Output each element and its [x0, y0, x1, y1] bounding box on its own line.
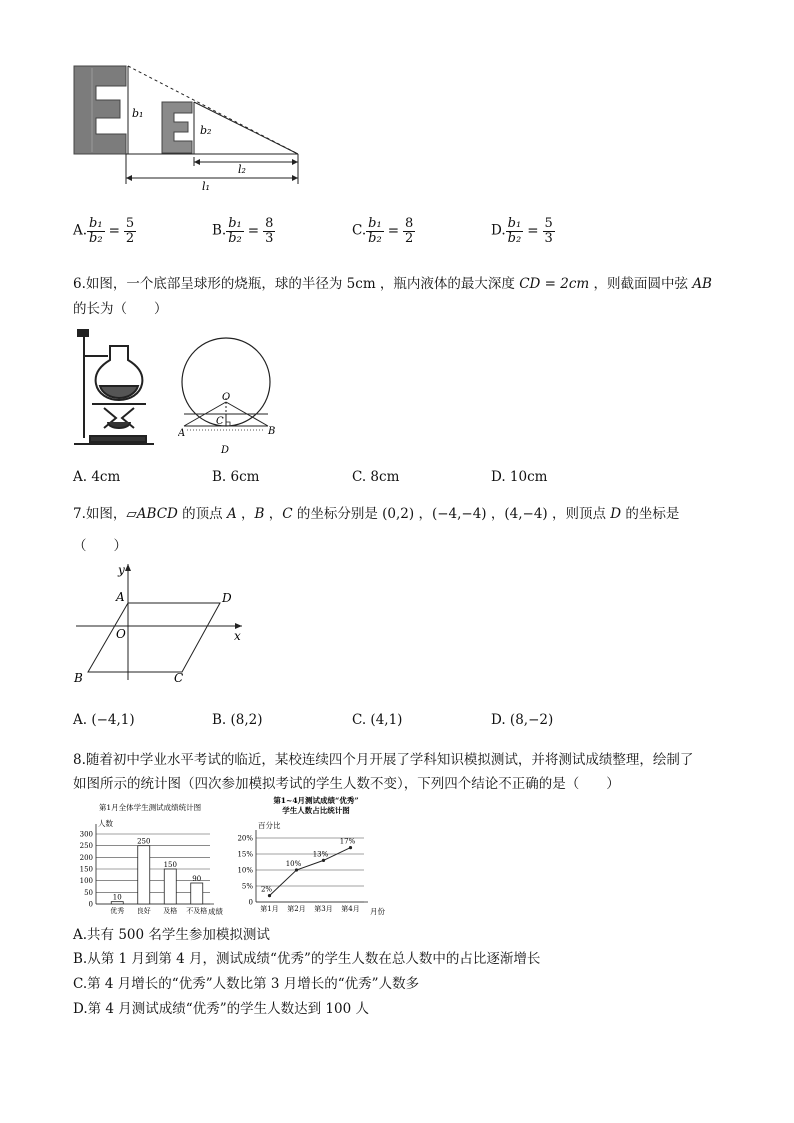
- label-a: A: [178, 428, 186, 439]
- q8-option-d[interactable]: D.第 4 月测试成绩“优秀”的学生人数达到 100 人: [73, 1001, 369, 1017]
- parallelogram-figure: [70, 560, 250, 690]
- bar-ytick-label: 100: [79, 877, 93, 886]
- bar-ytick-label: 200: [79, 853, 93, 862]
- label-o: O: [222, 392, 231, 403]
- bar: [138, 846, 150, 904]
- bar-value-label: 250: [137, 837, 151, 846]
- small-e-icon: [162, 102, 192, 153]
- line-chart-ylabel: 百分比: [258, 821, 281, 830]
- q8-stem-line2: 如图所示的统计图（四次参加模拟考试的学生人数不变），下列四个结论不正确的是（ ）: [73, 776, 620, 792]
- q6-option-a[interactable]: A. 4cm: [73, 469, 121, 485]
- q6-option-d[interactable]: D. 10cm: [491, 469, 548, 485]
- q6-option-b[interactable]: B. 6cm: [212, 469, 260, 485]
- line-value-label: 10%: [285, 860, 302, 868]
- line-series: [270, 848, 351, 896]
- label-y: y: [118, 563, 125, 577]
- bar-category-label: 及格: [163, 907, 178, 915]
- line-chart-xlabel: 月份: [370, 907, 385, 916]
- label-c: C: [216, 416, 224, 427]
- line-category-label: 第4月: [341, 905, 360, 913]
- bar-category-label: 良好: [136, 907, 151, 915]
- q5-option-a[interactable]: A. $\frac{\text{b₁}}{\text{b₂}}$ = $\frac{5}{2}$: [73, 216, 135, 246]
- line-value-label: 2%: [260, 885, 273, 894]
- large-e-icon: [74, 66, 126, 154]
- q7-option-b[interactable]: B. (8,2): [212, 712, 263, 728]
- line-category-label: 第1月: [260, 905, 279, 913]
- bar-chart-xlabel: 成绩: [208, 907, 223, 916]
- label-x: x: [234, 629, 241, 643]
- line-point: [349, 846, 352, 849]
- line-ytick-label: 5%: [241, 882, 253, 891]
- bar-category-label: 不及格: [186, 907, 208, 915]
- q5-option-d[interactable]: D. $\frac{\text{b₁}}{\text{b₂}}$ = $\frac{5}{3}$: [491, 216, 553, 246]
- bar: [191, 883, 203, 904]
- label-l1: l₁: [202, 180, 210, 192]
- line-ytick-label: 10%: [237, 866, 253, 875]
- flask-icon: [74, 330, 154, 444]
- line-chart: [228, 794, 404, 920]
- line-value-label: 13%: [312, 850, 329, 859]
- bar-ytick-label: 150: [79, 865, 93, 874]
- line-value-label: 17%: [339, 837, 356, 846]
- bar-ytick-label: 0: [88, 900, 93, 909]
- bar-ytick-label: 300: [79, 830, 93, 839]
- bar-chart-ylabel: 人数: [98, 819, 113, 828]
- bar-value-label: 90: [192, 875, 202, 883]
- line-ytick-label: 0: [248, 898, 253, 907]
- label-a: A: [116, 590, 125, 604]
- flask-figure: [70, 326, 160, 450]
- q6-stem-line2: 的长为（ ）: [73, 301, 168, 317]
- label-l2: l₂: [238, 163, 246, 176]
- bar-category-label: 优秀: [110, 907, 125, 915]
- label-d: D: [221, 445, 230, 455]
- line-point: [295, 868, 298, 871]
- line-ytick-label: 20%: [237, 834, 253, 843]
- line-point: [268, 894, 271, 897]
- q7-option-c[interactable]: C. (4,1): [352, 712, 403, 728]
- label-c: C: [174, 671, 184, 685]
- label-b1: b₁: [132, 107, 144, 120]
- label-b: B: [268, 426, 276, 437]
- circle-figure: [178, 330, 278, 455]
- q5-option-c[interactable]: C. $\frac{\text{b₁}}{\text{b₂}}$ = $\frac{8}{2}$: [352, 216, 414, 246]
- q7-option-a[interactable]: A. (−4,1): [73, 712, 135, 728]
- bar-ytick-label: 250: [79, 842, 93, 851]
- q6-stem-line1: 6.如图，一个底部呈球形的烧瓶，球的半径为 5cm ，瓶内液体的最大深度 CD = 2cm ，则截面圆中弦 AB: [73, 276, 712, 292]
- label-b2: b₂: [200, 124, 212, 137]
- bar-chart-title: 第1月全体学生测试成绩统计图: [98, 803, 202, 812]
- q5-option-b[interactable]: B. $\frac{\text{b₁}}{\text{b₂}}$ = $\frac{8}{3}$: [212, 216, 274, 246]
- q7-option-d[interactable]: D. (8,−2): [491, 712, 554, 728]
- line-category-label: 第3月: [314, 905, 333, 913]
- q8-option-c[interactable]: C.第 4 月增长的“优秀”人数比第 3 月增长的“优秀”人数多: [73, 976, 420, 992]
- q6-option-c[interactable]: C. 8cm: [352, 469, 400, 485]
- bar-chart: [70, 798, 230, 920]
- q7-stem-line2: （ ）: [73, 538, 127, 554]
- q7-stem-line1: 7.如图，▱ABCD 的顶点 A ，B ，C 的坐标分别是 (0,2) ，(−4,−4) ，(4,−4) ，则顶点 D 的坐标是: [73, 506, 680, 522]
- q5-figure: [70, 62, 310, 192]
- line-category-label: 第2月: [287, 905, 306, 913]
- q8-option-b[interactable]: B.从第 1 月到第 4 月，测试成绩“优秀”的学生人数在总人数中的占比逐渐增长: [73, 951, 541, 967]
- bar-value-label: 150: [163, 861, 177, 869]
- label-o: O: [116, 627, 126, 641]
- line-chart-title-1: 第1~4月测试成绩“优秀”: [273, 796, 359, 805]
- bar: [164, 869, 176, 904]
- q8-option-a[interactable]: A.共有 500 名学生参加模拟测试: [73, 927, 270, 943]
- line-ytick-label: 15%: [237, 850, 253, 859]
- line-chart-title-2: 学生人数占比统计图: [282, 806, 350, 815]
- label-d: D: [222, 591, 232, 605]
- line-point: [322, 859, 325, 862]
- bar-ytick-label: 50: [84, 888, 93, 897]
- bar: [111, 902, 123, 904]
- q8-stem-line1: 8.随着初中学业水平考试的临近，某校连续四个月开展了学科知识模拟测试，并将测试成绩整理，绘制了: [73, 752, 694, 768]
- bar-value-label: 10: [112, 893, 122, 902]
- label-b: B: [74, 671, 83, 685]
